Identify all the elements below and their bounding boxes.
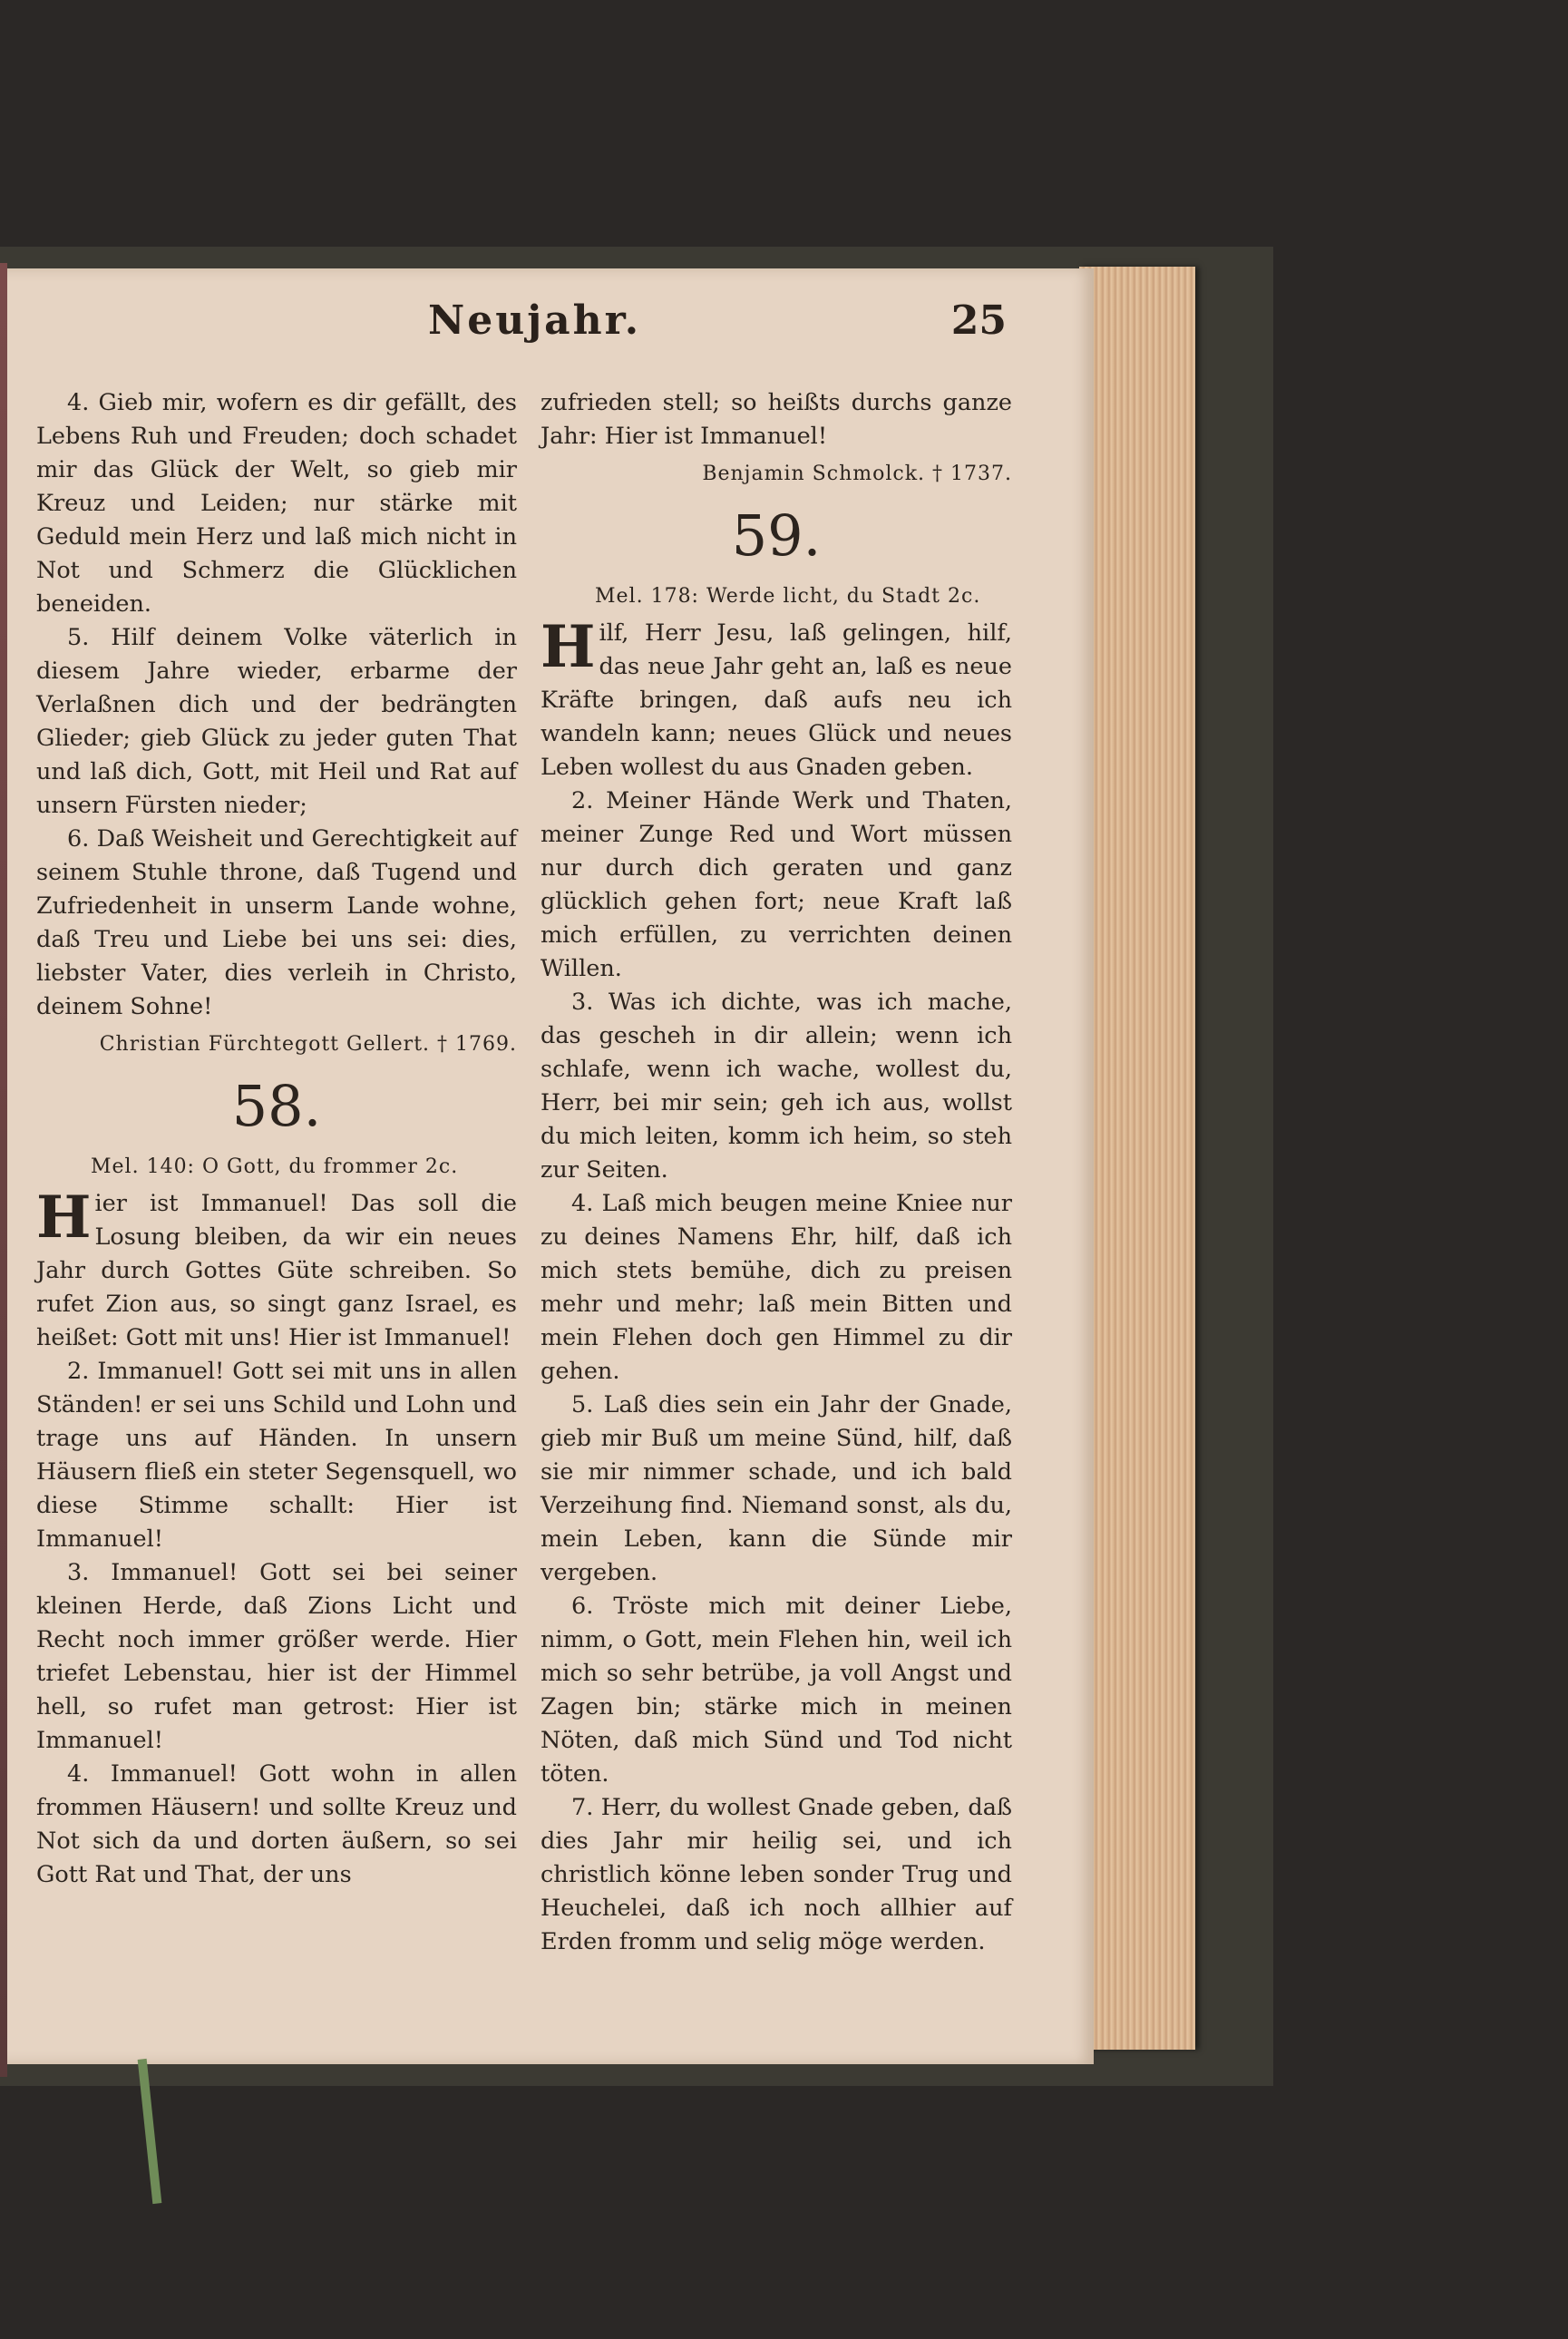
hymn-58-verse-2: 2. Immanuel! Gott sei mit uns in allen Ständen! er sei uns Schild und Lohn und trage uns auf Händen. In unsern Häusern fließ ein steter Segensquell, wo diese Stimme schallt: Hier ist Immanuel! [36,1358,517,1553]
hymn-57-verse-4: 4. Gieb mir, wofern es dir gefällt, des Lebens Ruh und Freuden; doch schadet mir das Glück der Welt, so gieb mir Kreuz und Leiden; nur stärke mit Geduld mein Herz und laß mich nicht in Not und Schmerz die Glücklichen beneiden. [36,389,517,618]
left-column [36,386,517,1892]
drop-cap: H [36,1184,92,1252]
page-number: 25 [950,297,1007,344]
hymn-57-verse-5: 5. Hilf deinem Volke väterlich in diesem Jahre wieder, erbarme der Verlaßnen dich und der bedrängten Glieder; gieb Glück zu jeder guten That und laß dich, Gott, mit Heil und Rat auf unsern Fürsten nieder; [36,624,517,819]
drop-cap: H [541,613,596,681]
running-title: Neujahr. [428,297,642,344]
hymn-58-author: Benjamin Schmolck. † 1737. [702,463,1012,485]
hymn-59-verse-2: 2. Meiner Hände Werk und Thaten, meiner Zunge Red und Wort müssen nur durch dich geraten und ganz glücklich gehen fort; neue Kraft laß mich erfüllen, zu verrichten deinen Willen. [541,787,1012,982]
hymn-57-verse-6: 6. Daß Weisheit und Gerechtigkeit auf seinem Stuhle throne, daß Tugend und Zufriedenheit in unserm Lande wohne, daß Treu und Liebe bei uns sei: dies, liebster Vater, dies verleih in Christo, deinem Sohne! [36,825,517,1020]
hymn-59-verse-5: 5. Laß dies sein ein Jahr der Gnade, gieb mir Buß um meine Sünd, hilf, daß sie mir nimmer schade, und ich bald Verzeihung find. Niemand sonst, als du, mein Leben, kann die Sünde mir vergeben. [541,1391,1012,1586]
hymn-59-verse-3: 3. Was ich dichte, was ich mache, das gescheh in dir allein; wenn ich schlafe, wenn ich wache, wollest du, Herr, bei mir sein; geh ich aus, wollst du mich leiten, komm ich heim, so steh zur Seiten. [541,989,1012,1184]
hymn-59-verse-6: 6. Tröste mich mit deiner Liebe, nimm, o Gott, mein Flehen hin, weil ich mich so sehr betrübe, ja voll Angst und Zagen bin; stärke mich in meinen Nöten, daß mich Sünd und Tod nicht töten. [541,1593,1012,1788]
hymn-59-verse-4: 4. Laß mich beugen meine Kniee nur zu deines Namens Ehr, hilf, daß ich mich stets bemühe, dich zu preisen mehr und mehr; laß mein Bitten und mein Flehen doch gen Himmel zu dir gehen. [541,1190,1012,1385]
hymn-59-verse-1-text: ilf, Herr Jesu, laß gelingen, hilf, das neue Jahr geht an, laß es neue Kräfte bringen, daß aufs neu ich wandeln kann; neues Glück und neues Leben wollest du aus Gnaden geben. [541,619,1012,781]
cover-edge [0,263,7,2077]
hymn-58-number: 58. [231,1073,322,1139]
hymn-59-number: 59. [731,502,822,569]
page-block-edge [1079,267,1195,2050]
right-column [541,386,1012,1959]
hymn-58-verse-4: 4. Immanuel! Gott wohn in allen frommen Häusern! und sollte Kreuz und Not sich da und dorten äußern, so sei Gott Rat und That, der uns [36,1760,517,1888]
hymn-59-verse-7: 7. Herr, du wollest Gnade geben, daß dies Jahr mir heilig sei, und ich christlich könne leben sonder Trug und Heuchelei, daß ich noch allhier auf Erden fromm und selig möge werden. [541,1794,1012,1955]
hymn-58-continuation: zufrieden stell; so heißts durchs ganze Jahr: Hier ist Immanuel! [541,389,1012,450]
hymn-58-verse-1 [36,1184,517,1355]
hymn-58-verse-3: 3. Immanuel! Gott sei bei seiner kleinen Herde, daß Zions Licht und Recht noch immer größer werde. Hier triefet Lebenstau, hier ist der Himmel hell, so rufet man getrost: Hier ist Immanuel! [36,1559,517,1754]
hymn-57-author: Christian Fürchtegott Gellert. † 1769. [99,1033,517,1056]
hymn-58-melody: Mel. 140: O Gott, du frommer 2c. [91,1155,459,1178]
hymn-59-verse-1 [541,613,1012,785]
hymn-58-verse-1-text: ier ist Immanuel! Das soll die Losung bleiben, da wir ein neues Jahr durch Gottes Güte schreiben. So rufet Zion aus, so singt ganz Israel, es heißet: Gott mit uns! Hier ist Immanuel! [36,1190,517,1351]
hymn-59-melody: Mel. 178: Werde licht, du Stadt 2c. [595,585,981,608]
page-header [36,297,1007,352]
